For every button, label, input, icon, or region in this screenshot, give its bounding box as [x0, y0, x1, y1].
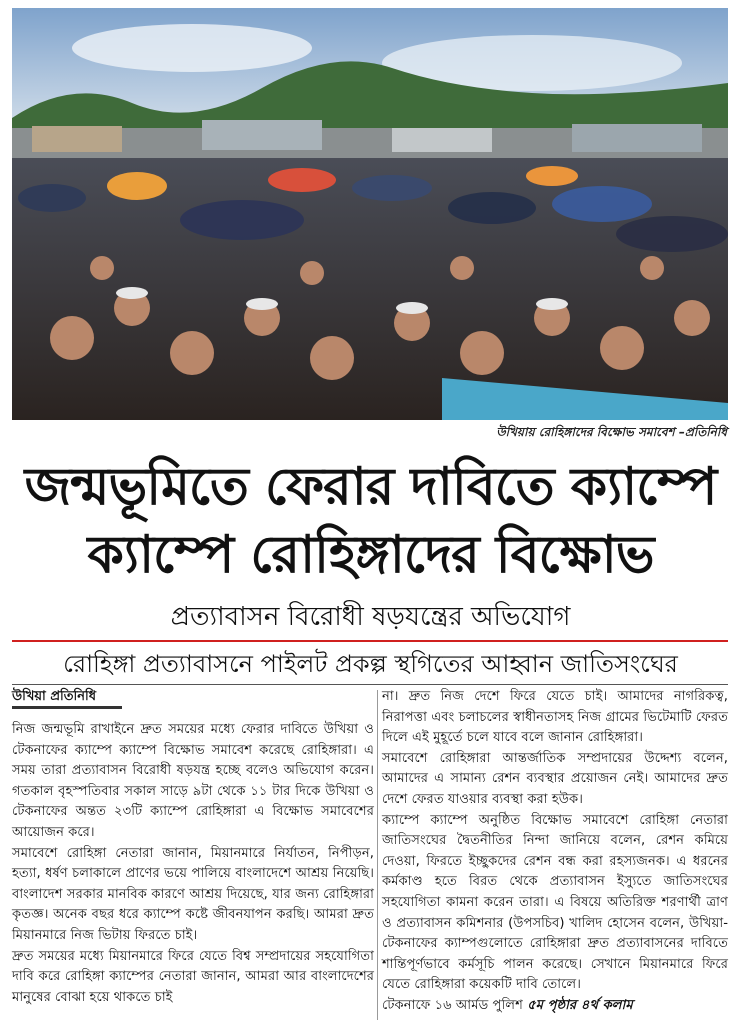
paragraph: দ্রুত সময়ের মধ্যে মিয়ানমারে ফিরে যেতে বিশ্ব সম্প্রদায়ের সহযোগিতা দাবি করে রোহিঙ্গা ক্যাম্পের নেতারা জানান, আমরা আর বাংলাদেশের মানুষের বোঝা হয়ে থাকতে চাই	[12, 948, 374, 1005]
paragraph: সমাবেশে রোহিঙ্গা নেতারা জানান, মিয়ানমারে নির্যাতন, নিপীড়ন, হত্যা, ধর্ষণ চলাকালে প্রাণের ভয়ে পালিয়ে বাংলাদেশে আশ্রয় নিয়েছি। বাংলাদেশ সরকার মানবিক কারণে আশ্রয় দিয়েছে, যার জন্য রোহিঙ্গারা কৃতজ্ঞ। অনেক বছর ধরে ক্যাম্পে কষ্টে জীবনযাপন করছি। আমরা দ্রুত মিয়ানমারে নিজ ভিটায় ফিরতে চাই।	[12, 845, 374, 943]
paragraph: নিজ জন্মভূমি রাখাইনে দ্রুত সময়ের মধ্যে ফেরার দাবিতে উখিয়া ও টেকনাফের ক্যাম্পে ক্যাম্পে বিক্ষোভ সমাবেশ করেছে রোহিঙ্গারা। এ সময় তারা প্রত্যাবাসন বিরোধী ষড়যন্ত্র হচ্ছে বলেও অভিযোগ করেন। গতকাল বৃহস্পতিবার সকাল সাড়ে ৯টা থেকে ১১ টার দিকে উখিয়া ও টেকনাফের অন্তত ২৩টি ক্যাম্পে রোহিঙ্গারা এ বিক্ষোভ সমাবেশের আয়োজন করে।	[12, 722, 374, 840]
news-photo	[12, 8, 728, 420]
byline: উখিয়া প্রতিনিধি	[12, 687, 122, 709]
paragraph: না। দ্রুত নিজ দেশে ফিরে যেতে চাই। আমাদের নাগরিকত্ব, নিরাপত্তা এবং চলাচলের স্বাধীনতাসহ নিজ গ্রামের ভিটেমাটি ফেরত দিলে এই মুহূর্তে চলে যাবে বলে জানান রোহিঙ্গারা।	[382, 689, 728, 746]
paragraph: ক্যাম্পে ক্যাম্পে অনুষ্ঠিত বিক্ষোভ সমাবেশে রোহিঙ্গা নেতারা জাতিসংঘের দ্বৈতনীতির নিন্দা জানিয়ে বলেন, রেশন কমিয়ে দেওয়া, ফিরতে ইচ্ছুকদের রেশন বন্ধ করা রহস্যজনক। এ ধরনের কর্মকাণ্ড হতে বিরত থেকে প্রত্যাবাসন ইস্যুতে জাতিসংঘের সহযোগিতা কামনা করেন তারা। এ বিষয়ে অতিরিক্ত শরণার্থী ত্রাণ ও প্রত্যাবাসন কমিশনার (উপসচিব) খালিদ হোসেন বলেন, উখিয়া-টেকনাফের ক্যাম্পগুলোতে রোহিঙ্গারা দ্রুত প্রত্যাবাসনের দাবিতে শান্তিপূর্ণভাবে কর্মসূচি পালন করেছে। সেখানে মিয়ানমারে ফিরে যেতে রোহিঙ্গারা কয়েকটি দাবি তোলে।	[382, 812, 728, 993]
column-divider	[377, 690, 378, 1020]
red-divider	[12, 640, 728, 642]
protest-crowd-image	[12, 8, 728, 420]
article-column-right	[382, 687, 728, 1017]
jump-reference-link[interactable]: ৫ম পৃষ্ঠার ৪র্থ কলাম	[527, 997, 633, 1013]
headline-line-2: ক্যাম্পে রোহিঙ্গাদের বিক্ষোভ	[87, 525, 654, 585]
continuation-lead: টেকনাফে ১৬ আর্মড পুলিশ	[382, 997, 523, 1013]
headline-line-1: জন্মভূমিতে ফেরার দাবিতে ক্যাম্পে	[24, 457, 717, 517]
article-column-left	[12, 720, 374, 1008]
subheadline: প্রত্যাবাসন বিরোধী ষড়যন্ত্রের অভিযোগ	[170, 602, 571, 632]
photo-caption: উখিয়ায় রোহিঙ্গাদের বিক্ষোভ সমাবেশ –প্রতিনিধি	[496, 425, 727, 439]
paragraph: সমাবেশে রোহিঙ্গারা আন্তর্জাতিক সম্প্রদায়ের উদ্দেশ্য বলেন, আমাদের এ সামান্য রেশন ব্যবস্থার প্রয়োজন নেই। আমাদের দ্রুত দেশে ফেরত যাওয়ার ব্যবস্থা করা হউক।	[382, 750, 728, 807]
kicker-headline: রোহিঙ্গা প্রত্যাবাসনে পাইলট প্রকল্প স্থগিতের আহ্বান জাতিসংঘের	[63, 650, 678, 678]
gray-divider	[12, 684, 728, 685]
continuation-line	[382, 996, 728, 1017]
